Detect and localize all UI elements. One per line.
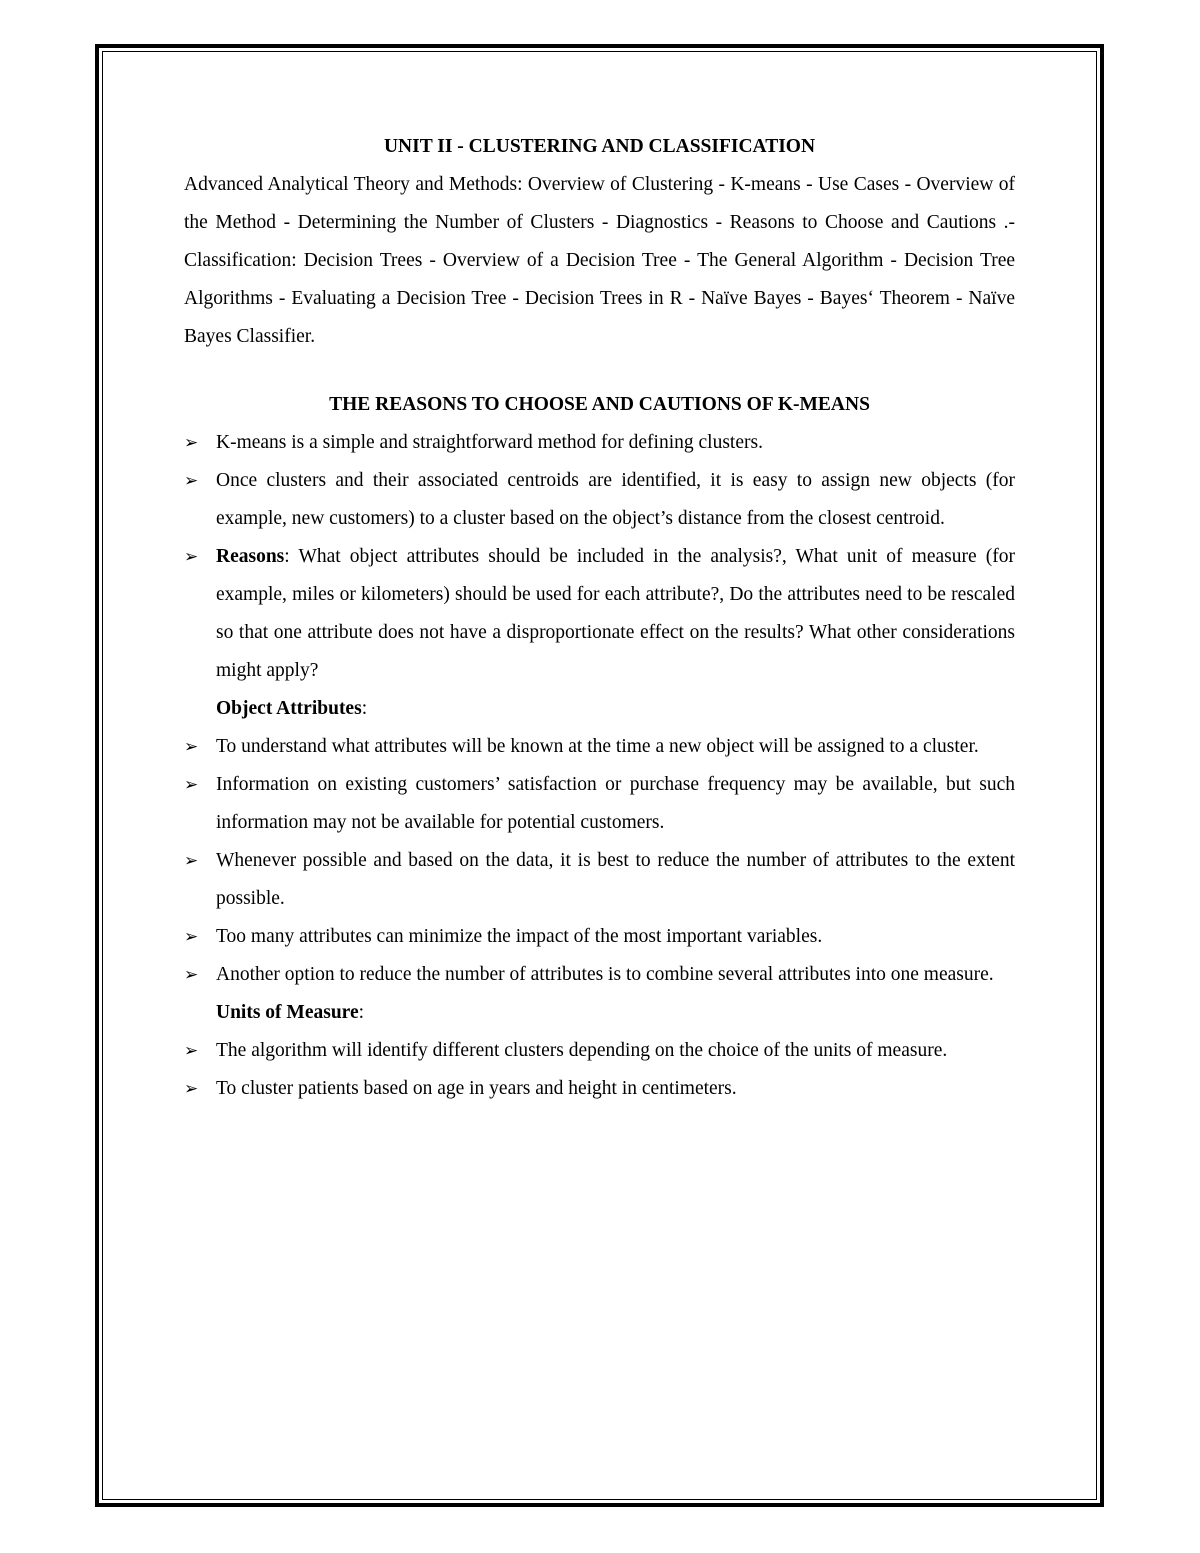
list-item-text: The algorithm will identify different clusters depending on the choice of the units of measure.	[216, 1040, 948, 1061]
object-attributes-heading-text: Object Attributes	[216, 698, 362, 719]
list-item	[184, 918, 1015, 956]
arrow-bullet-icon: ➢	[184, 965, 199, 985]
list-item	[184, 1032, 1015, 1070]
reasons-text: : What object attributes should be included in the analysis?, What unit of measure (for example, miles or kilometers) should be used for each attribute?, Do the attributes need to be rescaled so that one attribute does not have a disproportionate effect on the results? What other considerations might apply?	[216, 546, 1015, 681]
object-attributes-list	[184, 728, 1015, 994]
list-item	[184, 766, 1015, 842]
units-of-measure-list	[184, 1032, 1015, 1108]
list-item	[184, 956, 1015, 994]
arrow-bullet-icon: ➢	[184, 775, 199, 795]
list-item	[184, 1070, 1015, 1108]
heading-colon: :	[361, 698, 368, 719]
arrow-bullet-icon: ➢	[184, 851, 199, 871]
arrow-bullet-icon: ➢	[184, 737, 199, 757]
page-content	[184, 128, 1015, 1108]
syllabus-paragraph: Advanced Analytical Theory and Methods: Overview of Clustering - K-means - Use Cases - Overview of the Method - Determining the Number of Clusters - Diagnostics - Reasons to Choose and Cautions .- Classification: Decision Trees - Overview of a Decision Tree - The General Algorithm - Decision Tree Algorithms - Evaluating a Decision Tree - Decision Trees in R - Naïve Bayes - Bayes‘ Theorem - Naïve Bayes Classifier.	[184, 174, 1015, 347]
heading-colon: :	[358, 1002, 365, 1023]
list-item-text: Whenever possible and based on the data, it is best to reduce the number of attributes to the extent possible.	[216, 850, 1015, 909]
units-of-measure-heading	[184, 994, 1015, 1032]
reasons-list	[184, 424, 1015, 690]
arrow-bullet-icon: ➢	[184, 471, 199, 491]
arrow-bullet-icon: ➢	[184, 433, 199, 453]
section-title: THE REASONS TO CHOOSE AND CAUTIONS OF K-MEANS	[329, 394, 870, 415]
list-item-text: Another option to reduce the number of attributes is to combine several attributes into one measure.	[216, 964, 994, 985]
object-attributes-heading	[184, 690, 1015, 728]
units-of-measure-heading-text: Units of Measure	[216, 1002, 359, 1023]
arrow-bullet-icon: ➢	[184, 547, 199, 567]
list-item	[184, 842, 1015, 918]
list-item	[184, 424, 1015, 462]
list-item-text: K-means is a simple and straightforward method for defining clusters.	[216, 432, 763, 453]
list-item-text: To cluster patients based on age in years and height in centimeters.	[216, 1078, 737, 1099]
list-item-text: Information on existing customers’ satisfaction or purchase frequency may be available, but such information may not be available for potential customers.	[216, 774, 1015, 833]
list-item	[184, 462, 1015, 538]
list-item-reasons	[184, 538, 1015, 690]
list-item-text: Once clusters and their associated centroids are identified, it is easy to assign new objects (for example, new customers) to a cluster based on the object’s distance from the closest centroid.	[216, 470, 1015, 529]
list-item-text: To understand what attributes will be known at the time a new object will be assigned to a cluster.	[216, 736, 979, 757]
arrow-bullet-icon: ➢	[184, 927, 199, 947]
list-item-text: Too many attributes can minimize the impact of the most important variables.	[216, 926, 823, 947]
reasons-label: Reasons	[216, 546, 285, 567]
list-item	[184, 728, 1015, 766]
arrow-bullet-icon: ➢	[184, 1079, 199, 1099]
unit-title: UNIT II - CLUSTERING AND CLASSIFICATION	[383, 136, 816, 157]
arrow-bullet-icon: ➢	[184, 1041, 199, 1061]
